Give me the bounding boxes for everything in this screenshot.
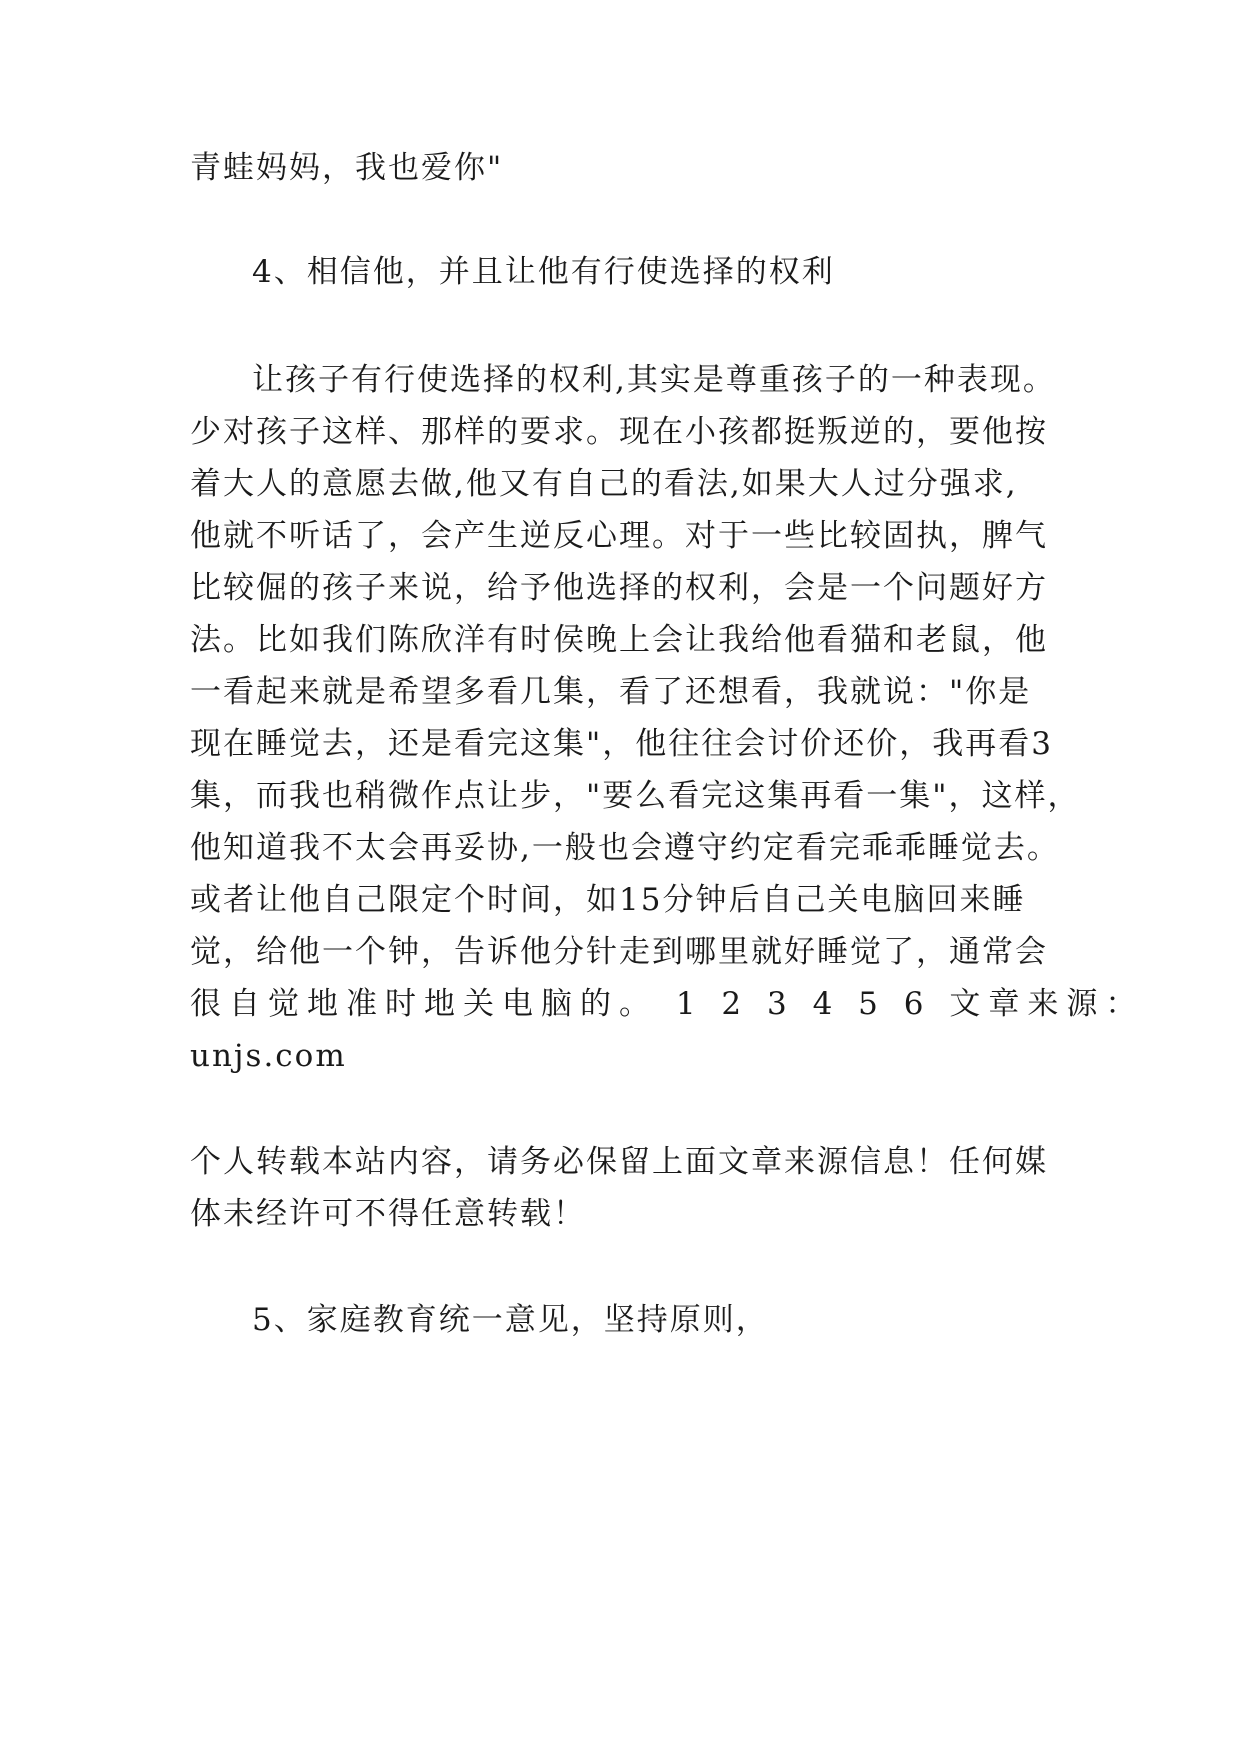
paragraph-line: 少对孩子这样、那样的要求。现在小孩都挺叛逆的，要他按: [190, 414, 1048, 450]
source-url: unjs.com: [190, 1038, 347, 1074]
paragraph-line: 青蛙妈妈，我也爱你": [190, 150, 504, 186]
paragraph-line: 现在睡觉去，还是看完这集"，他往往会讨价还价，我再看3: [190, 726, 1053, 762]
paragraph-line: 让孩子有行使选择的权利,其实是尊重孩子的一种表现。: [252, 362, 1056, 398]
copyright-notice-line: 体未经许可不得任意转载！: [190, 1196, 586, 1232]
paragraph-line: 着大人的意愿去做,他又有自己的看法,如果大人过分强求,: [190, 466, 1018, 502]
paragraph-line: 他知道我不太会再妥协,一般也会遵守约定看完乖乖睡觉去。: [190, 830, 1060, 866]
section-heading-4: 4、相信他，并且让他有行使选择的权利: [252, 254, 835, 290]
paragraph-line: 觉，给他一个钟，告诉他分针走到哪里就好睡觉了，通常会: [190, 934, 1048, 970]
paragraph-line: 一看起来就是希望多看几集，看了还想看，我就说："你是: [190, 674, 1032, 710]
paragraph-line: 比较倔的孩子来说，给予他选择的权利，会是一个问题好方: [190, 570, 1048, 606]
paragraph-line: 集，而我也稍微作点让步，"要么看完这集再看一集"，这样，: [190, 778, 1081, 814]
paragraph-line: 很自觉地准时地关电脑的。 1 2 3 4 5 6 文章来源：: [190, 986, 1145, 1022]
paragraph-line: 或者让他自己限定个时间，如15分钟后自己关电脑回来睡: [190, 882, 1026, 918]
paragraph-line: 他就不听话了，会产生逆反心理。对于一些比较固执，脾气: [190, 518, 1048, 554]
section-heading-5: 5、家庭教育统一意见，坚持原则，: [252, 1302, 769, 1338]
paragraph-line: 法。比如我们陈欣洋有时侯晚上会让我给他看猫和老鼠，他: [190, 622, 1048, 658]
copyright-notice-line: 个人转载本站内容，请务必保留上面文章来源信息！任何媒: [190, 1144, 1048, 1180]
